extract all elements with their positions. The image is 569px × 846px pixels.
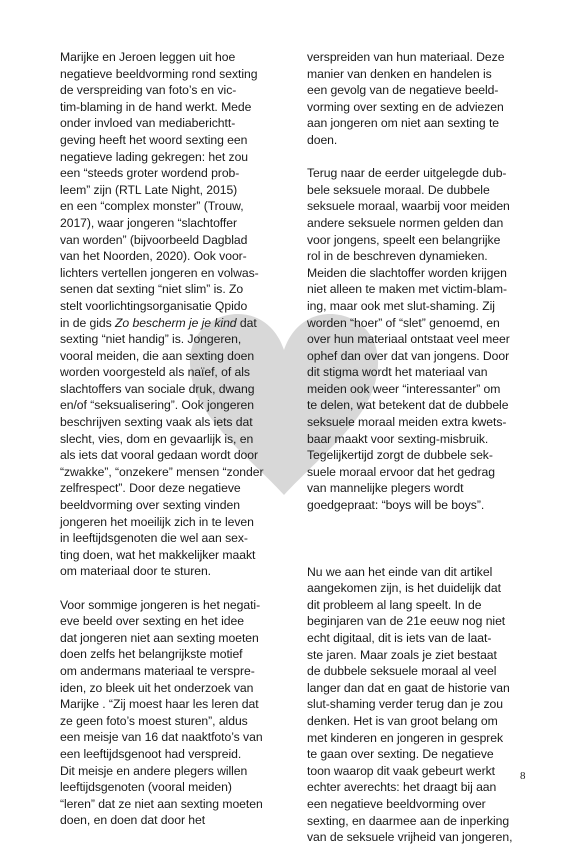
- left-paragraph-2: Voor sommige jongeren is het negati- eve beeld over sexting en het idee dat jongeren niet aan sexting moeten doen zelfs het belangrijkste motief om andermans materiaal te verspre- iden, zo bleek uit het onderzoek van Marijke . “Zij moest haar les leren dat ze geen foto’s moest sturen”, aldus een meisje van 16 dat naaktfoto’s van een leeftijdsgenoot had verspreid. Dit meisje en andere plegers willen leeftijdsgenoten (vooral meiden) “leren” dat ze niet aan sexting moeten doen, en doen dat door het: [60, 597, 263, 828]
- right-paragraph-1: verspreiden van hun materiaal. Deze manier van denken en handelen is een gevolg van de negatieve beeld- vorming over sexting en de adviezen aan jongeren om niet aan sexting te doen.: [307, 50, 505, 147]
- page-number: 8: [520, 770, 526, 782]
- guide-title: Zo bescherm je je kind: [115, 315, 237, 330]
- right-paragraph-3: Nu we aan het einde van dit artikel aangekomen zijn, is het duidelijk dat dit probleem al lang speelt. In de beginjaren van de 21e eeuw nog niet echt digitaal, dit is iets van de laat- ste jaren. Maar zoals je ziet bestaat de dubbele seksuele moraal al veel langer dan dat en gaat de historie van slut-shaming verder terug dan je zou denken. Het is van groot belang om met kinderen en jongeren in gesprek te gaan over sexting. De negatieve toon waarop dit vaak gebeurt werkt echter averechts: het draagt bij aan een negatieve beeldvorming over sexting, en daarmee aan de inperking van de seksuele vrijheid van jongeren,: [307, 564, 513, 845]
- right-paragraph-2: Terug naar de eerder uitgelegde dub- bele seksuele moraal. De dubbele seksuele moraal, waarbij voor meiden andere seksuele normen gelden dan voor jongens, speelt een belangrijke rol in de beschreven dynamieken. Meiden die slachtoffer worden krijgen niet alleen te maken met victim-blam- ing, maar ook met slut-shaming. Zij worden “hoer” of “slet” genoemd, en over hun materiaal ontstaat veel meer ophef dan over dat van jongens. Door dit stigma wordt het materiaal van meiden ook weer “interessanter” om te delen, wat betekent dat de dubbele seksuele moraal meiden extra kwets- baar maakt voor sexting-misbruik. Tegelijkertijd zorgt de dubbele sek- suele moraal ervoor dat het gedrag van mannelijke plegers wordt goedgepraat: “boys will be boys”.: [307, 166, 510, 513]
- right-column: [307, 49, 539, 846]
- left-paragraph-1: Marijke en Jeroen leggen uit hoe negatieve beeldvorming rond sexting de verspreiding van foto’s en vic- tim-blaming in de hand werkt. Mede onder invloed van mediaberichtt- geving heeft het woord sexting een negatieve lading gekregen: het zou een “steeds groter wordend prob- leem” zijn (RTL Late Night, 2015) en een “complex monster” (Trouw, 2017), waar jongeren “slachtoffer van worden” (bijvoorbeeld Dagblad van het Noorden, 2020). Ook voor- lichters vertellen jongeren en volwas- senen dat sexting “niet slim” is. Zo stelt voorlichtingsorganisatie Qpido in de gids Zo bescherm je je kind dat sexting “niet handig” is. Jongeren, vooral meiden, die aan sexting doen worden voorgesteld als naïef, of als slachtoffers van sociale druk, dwang en/of “seksualisering”. Ook jongeren beschrijven sexting vaak als iets dat slecht, vies, dom en gevaarlijk is, en als iets dat vooral gedaan wordt door “zwakke”, “onzekere” mensen “zonder zelfrespect”. Door deze negatieve beeldvorming over sexting vinden jongeren het moeilijk zich in te leven in leeftijdsgenoten die wel aan sex- ting doen, wat het makkelijker maakt om materiaal door te sturen.: [60, 50, 264, 579]
- left-column: [60, 49, 292, 829]
